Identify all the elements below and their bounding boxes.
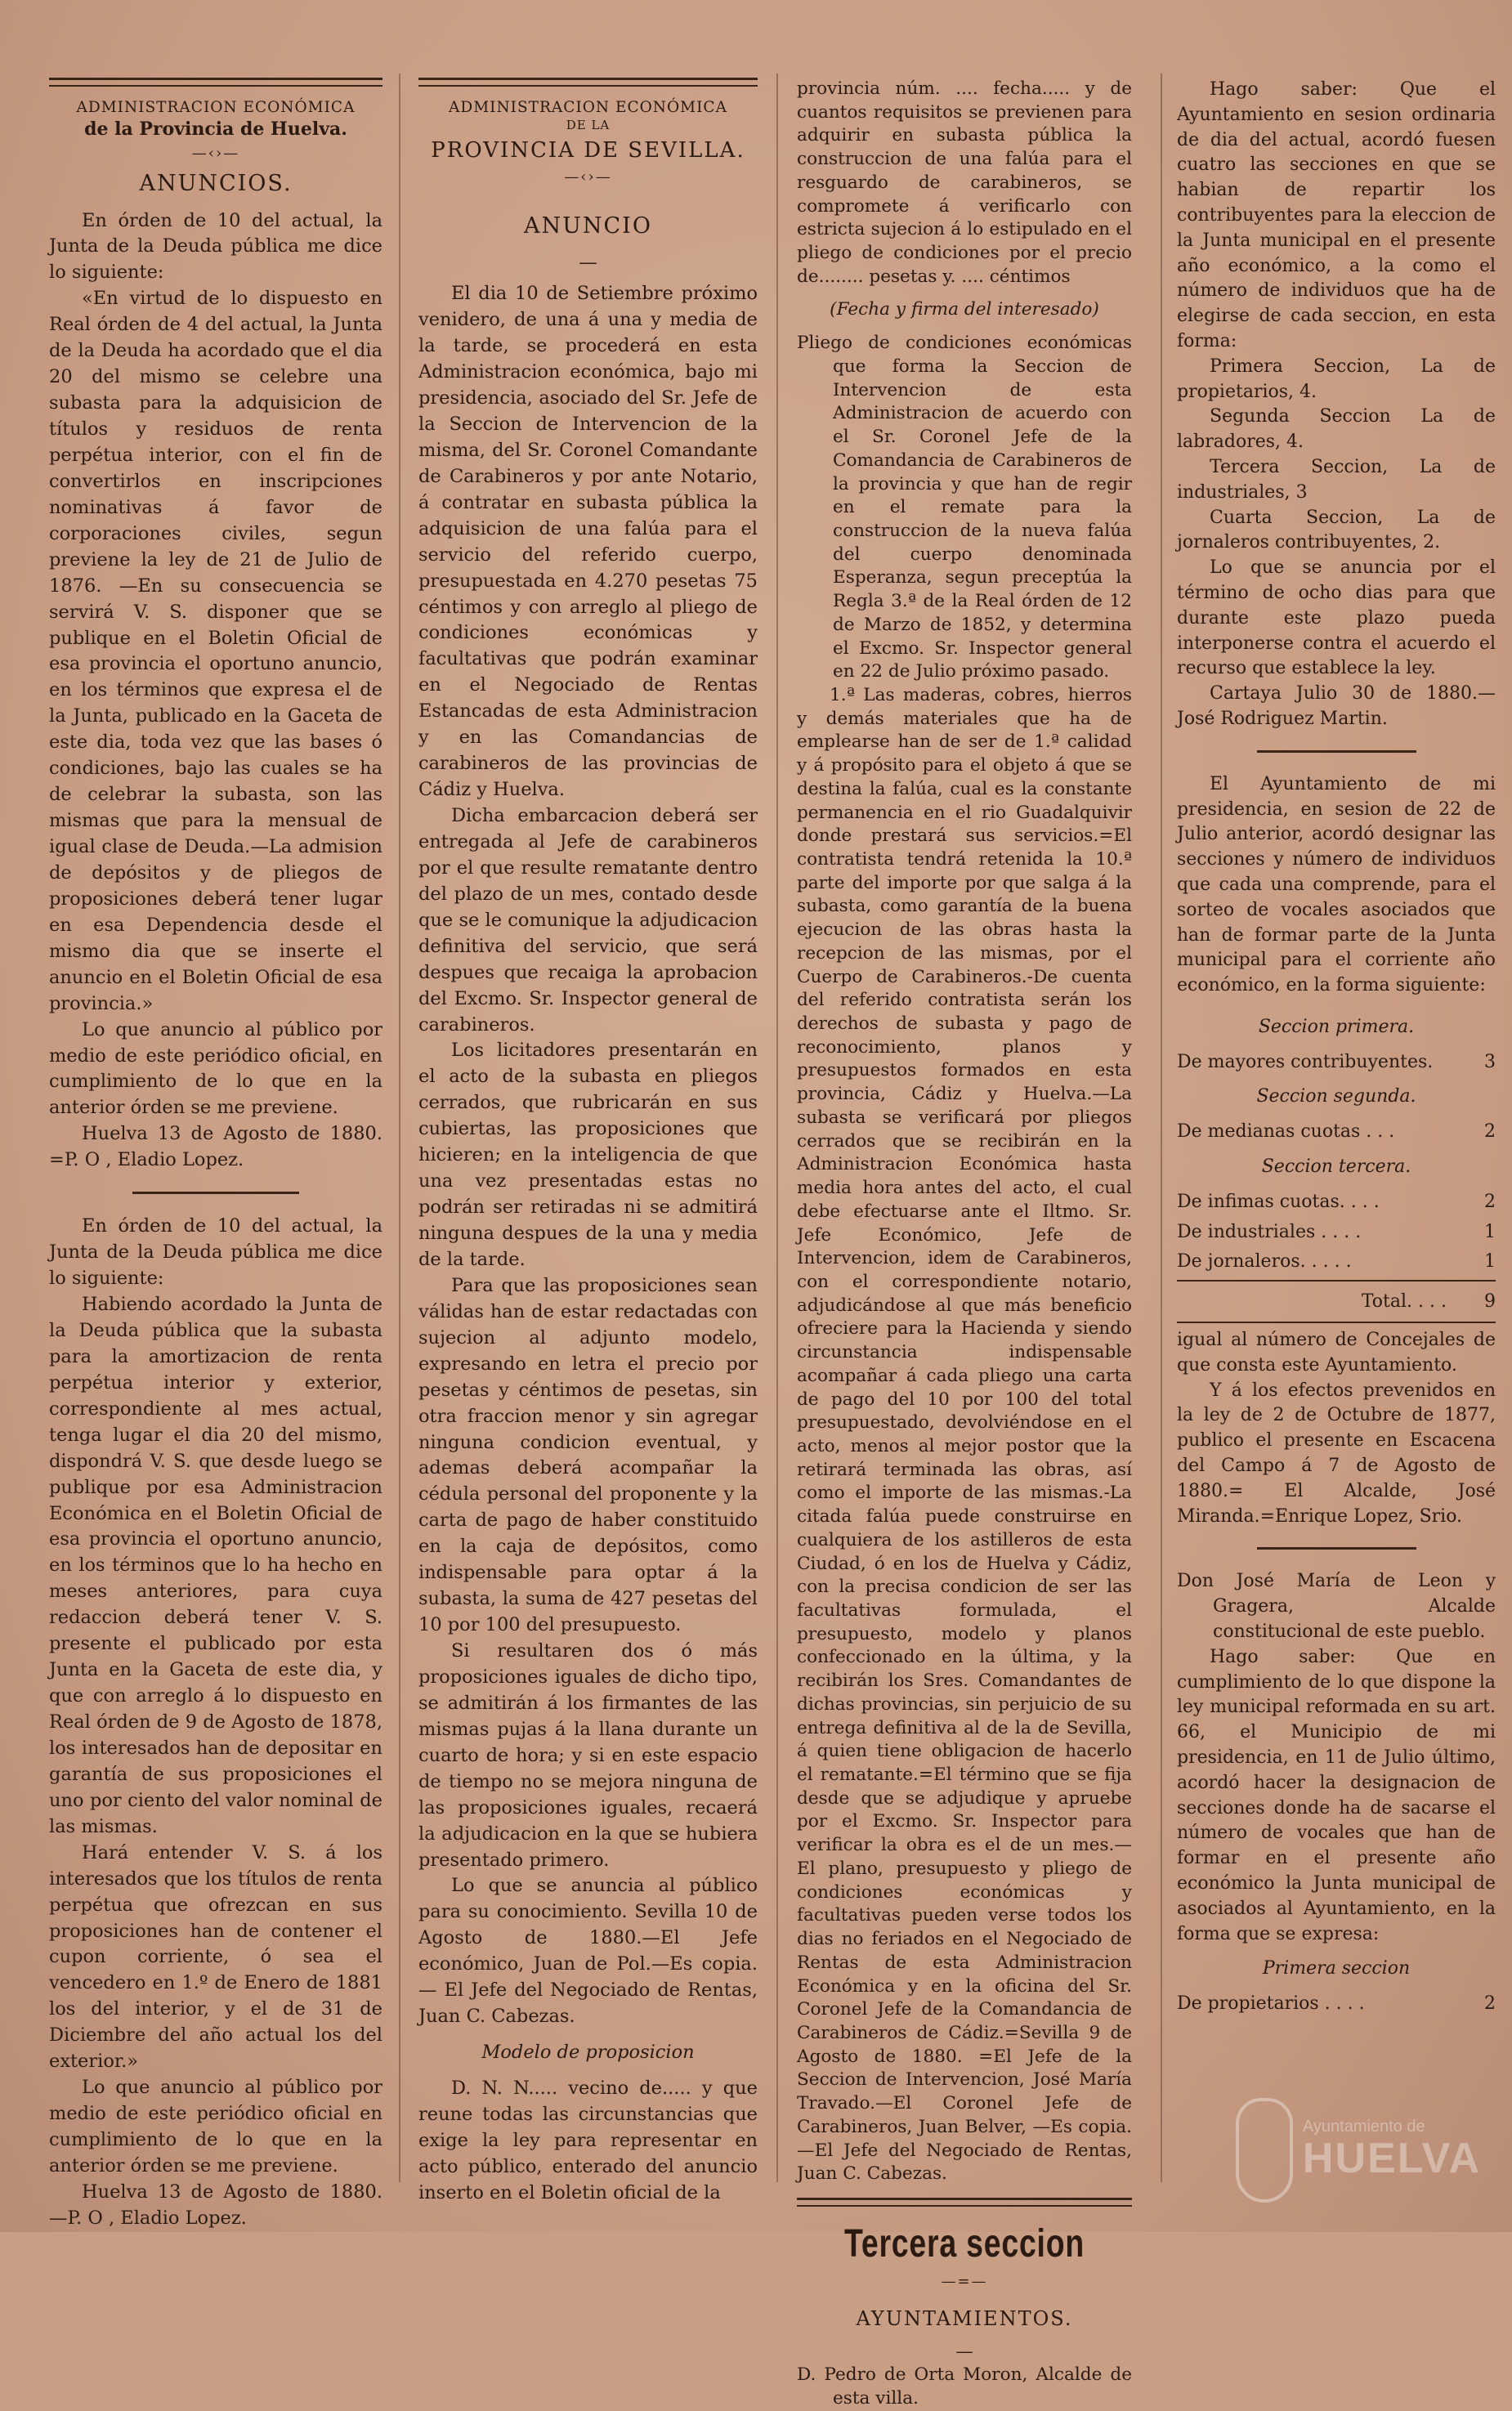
paragraph: provincia núm. .... fecha..... y de cuantos requisitos se previenen para adquirir en subasta pública la construccion de una falúa para el resguardo de carabineros, se compromete á verificarlo con estricta sujecion á lo estipulado en el pliego de condiciones por el precio de........ pesetas y. .... céntimos: [797, 78, 1132, 287]
header-province: de la Provincia de Huelva.: [84, 119, 347, 141]
model-title: Modelo de proposicion: [481, 2042, 695, 2064]
separator: [132, 1192, 299, 1194]
row-value: 2: [1484, 1993, 1496, 2015]
table-row: [1177, 1120, 1496, 1145]
paragraph: Lo que anuncio al público por medio de este periódico oficial, en cumplimiento de lo que en la anterior órden se me previene.: [49, 1018, 382, 1119]
row-label: De jornaleros. . . . .: [1177, 1251, 1352, 1273]
section-item: Cuarta Seccion, La de jornaleros contribuyentes, 2.: [1177, 507, 1496, 553]
column-4: [1177, 78, 1496, 2022]
paragraph: Para que las proposiciones sean válidas han de estar redactadas con sujecion al adjunto modelo, expresando en letra el precio por pesetas y céntimos de pesetas, sin otra fraccion menor y sin agregar ninguna condicion eventual, y ademas deberá acompañar la cédula personal del proponente y la carta de pago de haber constituido en la caja de depósitos, como indispensable para optar á la subasta, la suma de 427 pesetas del 10 por 100 del presupuesto.: [418, 1274, 758, 1636]
signature: Cartaya Julio 30 de 1880.—José Rodriguez Martin.: [1177, 683, 1496, 729]
watermark-line1: Ayuntamiento de: [1302, 2118, 1425, 2136]
signature-note: (Fecha y firma del interesado): [830, 299, 1099, 320]
section-label: Seccion segunda.: [1256, 1086, 1416, 1107]
paragraph: D. Pedro de Orta Moron, Alcalde de esta villa.: [797, 2364, 1132, 2409]
paragraph: Y á los efectos prevenidos en la ley de 2 de Octubre de 1877, publico el presente en Escacena del Campo á 7 de Agosto de 1880.= El Alcalde, José Miranda.=Enrique Lopez, Srio.: [1177, 1380, 1496, 1527]
paragraph: Los licitadores presentarán en el acto de la subasta en pliegos cerrados, que rubricarán en sus cubiertas, las proposiciones que hicieren; en la inteligencia de que una vez presentadas estas no podrán ser retiradas ni se admitirá ninguna despues de la una y media de la tarde.: [418, 1040, 758, 1270]
paragraph: Hago saber: Que el Ayuntamiento en sesion ordinaria de dia del actual, acordó fuesen cuatro las secciones en que se habian de repartir los contribuyentes para la eleccion de la Junta municipal en el presente año económico, a la como el número de individuos que ha de elegirse de cada seccion, en esta forma:: [1177, 79, 1496, 351]
row-label: De industriales . . . .: [1177, 1221, 1362, 1242]
signature: Huelva 13 de Agosto de 1880. =P. O , Eladio Lopez.: [49, 1123, 382, 1171]
paragraph: El Ayuntamiento de mi presidencia, en sesion de 22 de Julio anterior, acordó designar las secciones y número de individuos que cada una comprende, para el sorteo de vocales asociados que han de formar parte de la Junta municipal para el corriente año económico, en la forma siguiente:: [1177, 773, 1496, 996]
column-2: [418, 78, 758, 2207]
row-label: De medianas cuotas . . .: [1177, 1121, 1395, 1143]
section-rule: [797, 2198, 1132, 2207]
paragraph: Si resultaren dos ó más proposiciones iguales de dicho tipo, se admitirán á los firmantes de las mismas pujas á la llana durante un cuarto de hora; y si en este espacio de tiempo no se mejora ninguna de las proposiciones iguales, recaerá la adjudicacion en la que se hubiera presentado primero.: [418, 1640, 758, 1871]
paragraph: Lo que anuncio al público por medio de este periódico oficial en cumplimiento de lo que en la anterior órden se me previene.: [49, 2077, 382, 2176]
table-row: [1177, 1250, 1496, 1282]
section-title: ANUNCIOS.: [139, 171, 293, 197]
row-label: De mayores contribuyentes.: [1177, 1051, 1434, 1072]
paragraph: Lo que se anuncia por el término de ocho dias para que durante este plazo pueda interponerse contra el acuerdo el recurso que establece la ley.: [1177, 557, 1496, 679]
table-row: [1177, 1992, 1496, 2017]
table-row: [1177, 1050, 1496, 1076]
watermark-line2: HUELVA: [1302, 2135, 1481, 2183]
ayuntamientos-heading: AYUNTAMIENTOS.: [856, 2306, 1073, 2330]
row-value: 3: [1484, 1051, 1496, 1072]
coat-of-arms-icon: [1236, 2098, 1293, 2203]
dash: —: [579, 252, 597, 274]
paragraph: 1.ª Las maderas, cobres, hierros y demás materiales que ha de emplearse han de ser de 1.ª calidad y á propósito para el objeto á que se destina la falúa, cual es la constante permanencia en el rio Guadalquivir donde prestará sus servicios.=El contratista tendrá retenida la 10.ª parte del importe por que salga á la subasta, como garantía de la buena ejecucion de las obras hasta la recepcion de las mismas, por el Cuerpo de Carabineros.-De cuenta del referido contratista serán los derechos de subasta y pago de reconocimiento, planos y presupuestos formados en esta provincia, Cádiz y Huelva.—La subasta se verificará por pliegos cerrados que se recibirán en la Administracion Económica hasta media hora antes del acto, el cual debe efectuarse ante el Iltmo. Sr. Jefe Económico, Jefe de Intervencion, idem de Carabineros, con el correspondiente notario, adjudicándose al que más beneficio ofreciere para la Hacienda y siendo circunstancia indispensable acompañar á cada pliego una carta de pago del 10 por 100 del total presupuestado, devolviéndose en el acto, menos al mejor postor que la retirará terminada las obras, así como el importe de las mismas.-La citada falúa puede construirse en cualquiera de los astilleros de esta Ciudad, ó en los de Huelva y Cádiz, con la precisa condicion de ser las facultativas formulada, el presupuesto, modelo y planos confeccionado en la última, y la recibirán los Sres. Comandantes de dichas provincias, sin perjuicio de su entrega definitiva al de la de Sevilla, á quien tiene obligacion de hacerlo el rematante.=El término que se fija desde que se adjudique y apruebe por el Excmo. Sr. Inspector para verificar la obra es el de un mes.— El plano, presupuesto y pliego de condiciones económicas y facultativas pueden verse todos los dias no feriados en el Negociado de Rentas de esta Administracion Económica y en la oficina del Sr. Coronel Jefe de la Comandancia de Carabineros de Cádiz.=Sevilla 9 de Agosto de 1880. =El Jefe de la Seccion de Intervencion, José María Travado.—El Coronel Jefe de Carabineros, Juan Belver, —Es copia.—El Jefe del Negociado de Rentas, Juan C. Cabezas.: [797, 684, 1132, 2185]
header-admin: ADMINISTRACION ECONÓMICA: [449, 99, 727, 116]
section-item: Segunda Seccion La de labradores, 4.: [1177, 406, 1496, 453]
ornament: —=—: [941, 2272, 988, 2290]
column-divider: [1161, 74, 1162, 2182]
row-value: 1: [1484, 1221, 1496, 1242]
section-title: ANUNCIO: [524, 213, 652, 239]
paragraph: Lo que se anuncia al público para su conocimiento. Sevilla 10 de Agosto de 1880.—El Jefe económico, Juan de Pol.—Es copia.— El Jefe del Negociado de Rentas, Juan C. Cabezas.: [418, 1875, 758, 2028]
section-item: Primera Seccion, La de propietarios, 4.: [1177, 356, 1496, 402]
ornament: —‹›—: [564, 168, 612, 186]
column-1: [49, 78, 382, 2232]
top-rule: [49, 78, 382, 87]
row-value: 1: [1484, 1251, 1496, 1273]
dash: —: [955, 2341, 973, 2362]
paragraph: Dicha embarcacion deberá ser entregada al Jefe de carabineros por el que resulte rematante dentro del plazo de un mes, contado desde que se le comunique la adjudicacion definitiva del servicio, que será despues que recaiga la aprobacion del Excmo. Sr. Inspector general de carabineros.: [418, 805, 758, 1036]
separator: [1257, 1547, 1416, 1550]
paragraph: En órden de 10 del actual, la Junta de la Deuda pública me dice lo siguiente:: [49, 209, 382, 284]
paragraph: «En virtud de lo dispuesto en Real órden de 4 del actual, la Junta de la Deuda ha acordado que el dia 20 del mismo se celebre una subasta para la adquisicion de títulos y residuos de renta perpétua interior, con el fin de convertirlos en inscripciones nominativas á favor de corporaciones civiles, segun previene la ley de 21 de Julio de 1876. —En su consecuencia se servirá V. S. disponer que se publique en el Boletin Oficial de esa provincia el oportuno anuncio, en los términos que expresa el de la Junta, publicado en la Gaceta de este dia, toda vez que las bases ó condiciones, bajo las cuales se ha de celebrar la subasta, son las mismas que para la mensual de igual clase de Deuda.—La admision de depósitos y de pliegos de proposiciones deberá tener lugar en esa Dependencia desde el mismo dia que se inserte el anuncio en el Boletin Oficial de esa provincia.»: [49, 288, 382, 1014]
section-label: Primera seccion: [1262, 1958, 1411, 1979]
column-divider: [399, 74, 400, 2182]
column-divider: [776, 74, 778, 2182]
total-row: [1177, 1286, 1496, 1323]
separator: [1257, 750, 1416, 753]
top-rule: [418, 78, 758, 87]
section-item: Tercera Seccion, La de industriales, 3: [1177, 456, 1496, 503]
total-value: 9: [1484, 1291, 1496, 1313]
row-value: 2: [1484, 1121, 1496, 1143]
table-row: [1177, 1220, 1496, 1246]
ornament: —‹›—: [191, 144, 240, 162]
paragraph: Don José María de Leon y Gragera, Alcalde constitucional de este pueblo.: [1177, 1571, 1496, 1643]
paragraph: Hará entender V. S. á los interesados que los títulos de renta perpétua que ofrezcan en sus proposiciones han de contener el cupon corriente, ó sea el vencedero en 1.º de Enero de 1881 los del interior, y el de 31 de Diciembre del año actual los del exterior.»: [49, 1841, 382, 2073]
section-label: Seccion primera.: [1258, 1016, 1415, 1037]
row-value: 2: [1484, 1191, 1496, 1212]
paragraph: El dia 10 de Setiembre próximo venidero, de una á una y media de la tarde, se procederá en esta Administracion económica, bajo mi presidencia, asociado del Sr. Jefe de la Seccion de Intervencion de la misma, del Sr. Coronel Comandante de Carabineros y por ante Notario, á contratar en subasta pública la adquisicion de una falúa para el servicio del referido cuerpo, presupuestada en 4.270 pesetas 75 céntimos y con arreglo al pliego de condiciones económicas y facultativas que podrán examinar en el Negociado de Rentas Estancadas de esta Administracion y en las Comandancias de carabineros de las provincias de Cádiz y Huelva.: [418, 283, 758, 801]
paragraph: Habiendo acordado la Junta de la Deuda pública que la subasta para la amortizacion de renta perpétua interior y exterior, correspondiente al mes actual, tenga lugar el dia 20 del mismo, dispondrá V. S. que desde luego se publique por esa Administracion Económica en el Boletin Oficial de esa provincia el oportuno anuncio, en los términos que lo ha hecho en meses anteriores, para cuya redaccion deberá tener V. S. presente el publicado por esta Junta en la Gaceta de este dia, y que con arreglo á lo dispuesto en Real órden de 9 de Agosto de 1878, los interesados han de depositar en garantía de sus proposiciones el uno por ciento del valor nominal de las mismas.: [49, 1294, 382, 1837]
header-de-la: DE LA: [566, 118, 611, 133]
paragraph: Hago saber: Que en cumplimiento de lo que dispone la ley municipal reformada en su art. 66, el Municipio de mi presidencia, en 11 de Julio último, acordó hacer la designacion de secciones donde ha de sacarse el número de vocales que han de formar en el presente año económico la Junta municipal de asociados al Ayuntamiento, en la forma que se expresa:: [1177, 1646, 1496, 1944]
header-province: PROVINCIA DE SEVILLA.: [431, 137, 745, 163]
paragraph: Pliego de condiciones económicas que forma la Seccion de Intervencion de esta Administracion de acuerdo con el Sr. Coronel Jefe de la Comandancia de Carabineros de la provincia y que han de regir en el remate para la construccion de la nueva falúa del cuerpo denominada Esperanza, segun preceptúa la Regla 3.ª de la Real órden de 12 de Marzo de 1852, y determina el Excmo. Sr. Inspector general en 22 de Julio próximo pasado.: [797, 333, 1132, 682]
section-label: Seccion tercera.: [1261, 1156, 1411, 1178]
total-label: Total. . . .: [1361, 1291, 1447, 1313]
table-row: [1177, 1190, 1496, 1215]
archive-watermark: [1236, 2093, 1481, 2207]
section-heading: Tercera seccion: [843, 2221, 1085, 2266]
row-label: De propietarios . . . .: [1177, 1993, 1365, 2015]
paragraph: D. N. N..... vecino de..... y que reune todas las circunstancias que exige la ley para representar en acto público, enterado del anuncio inserto en el Boletin oficial de la: [418, 2078, 758, 2203]
paragraph: En órden de 10 del actual, la Junta de la Deuda pública me dice lo siguiente:: [49, 1215, 382, 1290]
header-admin: ADMINISTRACION ECONÓMICA: [76, 99, 356, 116]
signature: Huelva 13 de Agosto de 1880. —P. O , Eladio Lopez.: [49, 2181, 382, 2229]
column-3: [797, 78, 1132, 2411]
row-label: De infimas cuotas. . . .: [1177, 1191, 1380, 1212]
paragraph: igual al número de Concejales de que consta este Ayuntamiento.: [1177, 1330, 1496, 1375]
